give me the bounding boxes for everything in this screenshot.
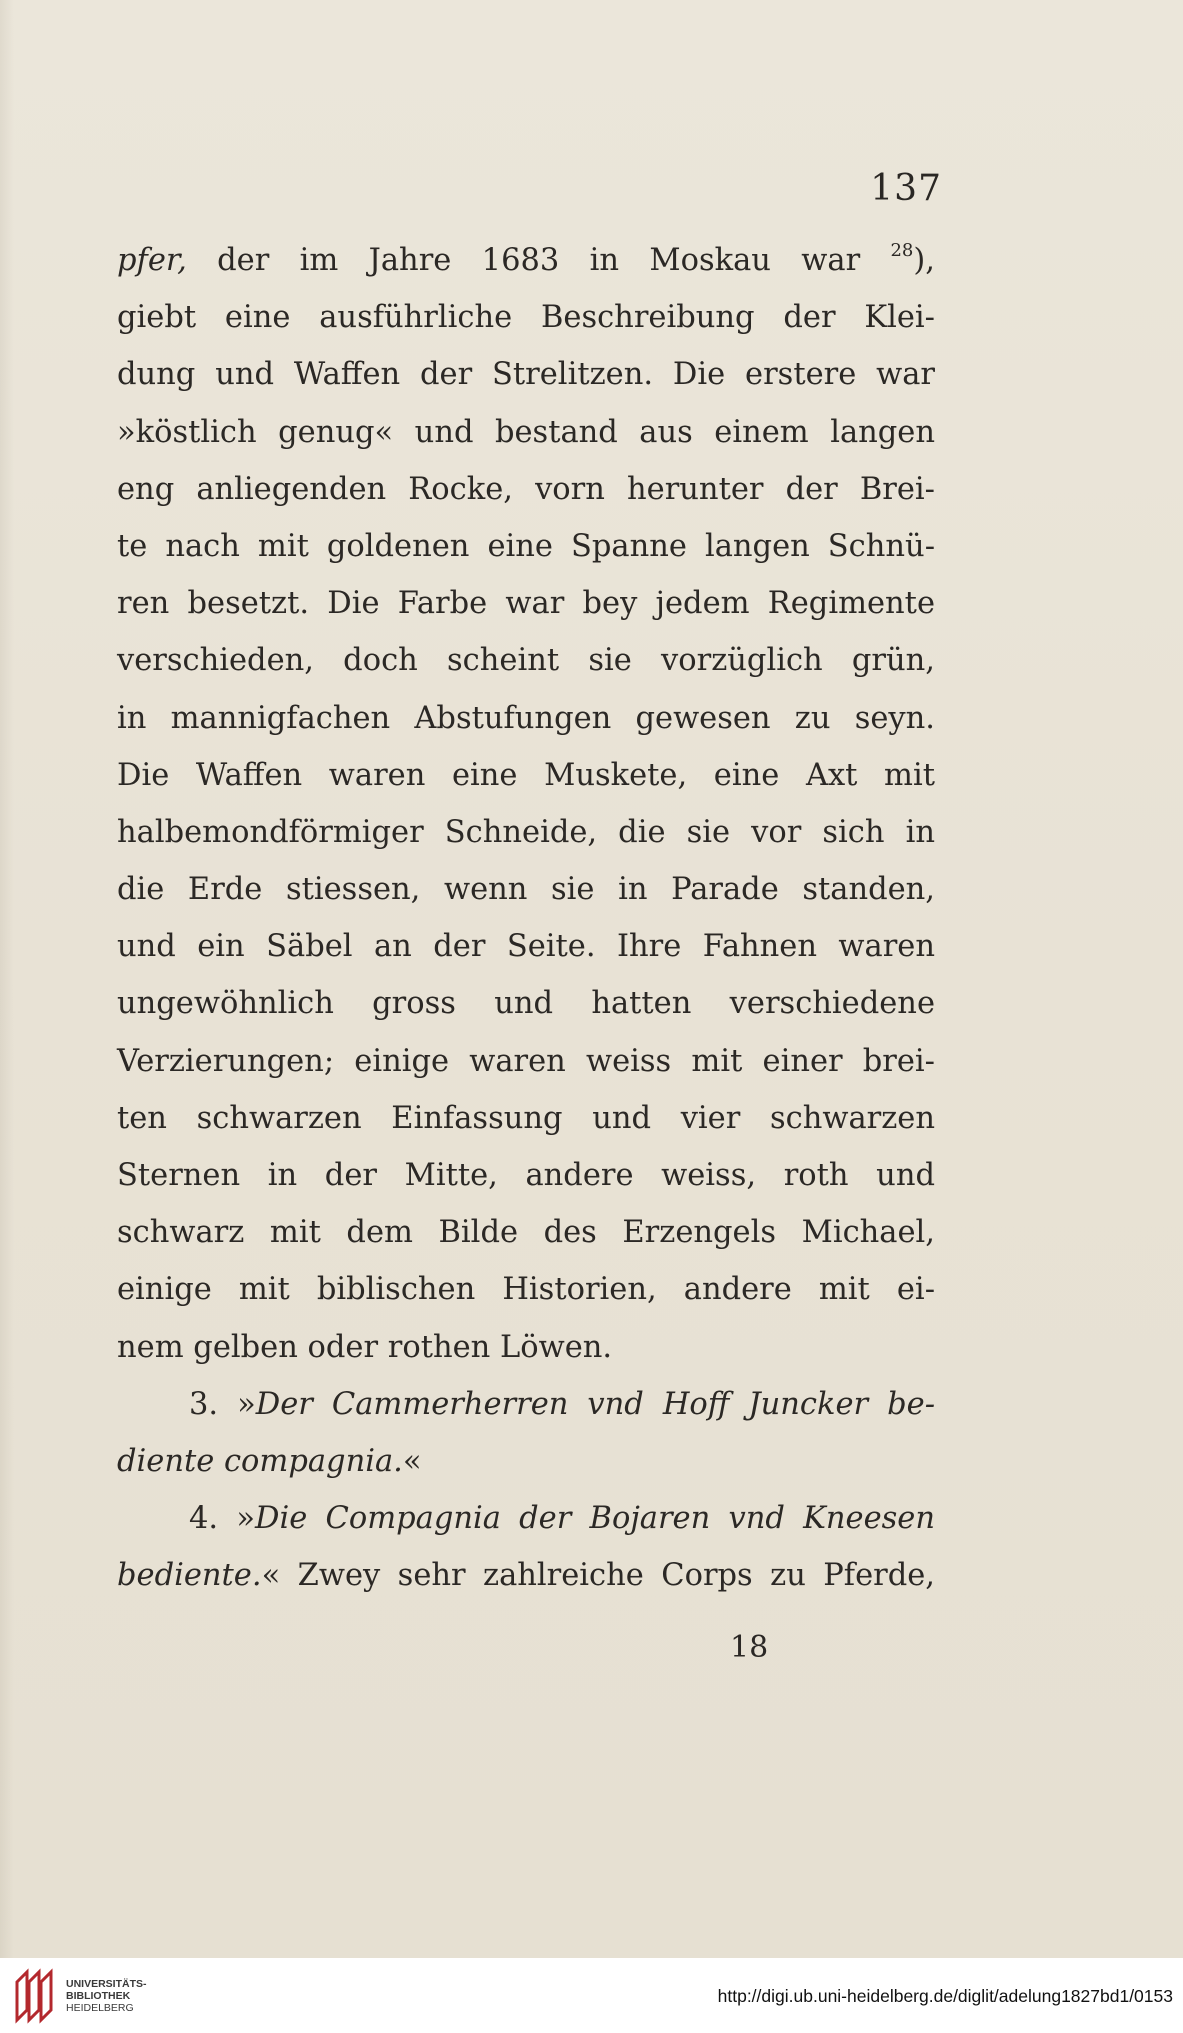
- text-line: dung und Waffen der Strelitzen. Die erstere war: [117, 357, 935, 393]
- text-line: ten schwarzen Einfassung und vier schwarzen: [117, 1100, 935, 1136]
- text-fragment: Die Compagnia der Bojaren vnd Kneesen: [255, 1501, 935, 1537]
- signature-mark: 18: [730, 1630, 769, 1665]
- text-line: [117, 1433, 935, 1490]
- text-fragment: pfer,: [117, 243, 187, 278]
- text-fragment: 4. »: [189, 1501, 255, 1537]
- text-line: einige mit biblischen Historien, andere mit ei-: [117, 1272, 935, 1308]
- text-fragment: ),: [913, 243, 935, 278]
- text-line: ungewöhnlich gross und hatten verschiedene: [117, 986, 935, 1022]
- text-line: in mannigfachen Abstufungen gewesen zu seyn.: [117, 700, 935, 736]
- text-line: [117, 1490, 935, 1547]
- library-logo-text: [66, 1978, 147, 2014]
- text-line: »köstlich genug« und bestand aus einem langen: [117, 414, 935, 450]
- logo-line: BIBLIOTHEK: [66, 1990, 131, 2002]
- text-line: Verzierungen; einige waren weiss mit einer brei-: [117, 1043, 935, 1079]
- text-line: schwarz mit dem Bilde des Erzengels Michael,: [117, 1215, 935, 1251]
- text-line: giebt eine ausführliche Beschreibung der Klei-: [117, 300, 935, 336]
- text-fragment: diente compagnia.: [117, 1443, 403, 1479]
- page-edge-shadow: [0, 0, 14, 1958]
- text-line: eng anliegenden Rocke, vorn herunter der Brei-: [117, 471, 935, 507]
- text-fragment: der im Jahre 1683 in Moskau war: [186, 243, 891, 278]
- text-fragment: Der Cammerherren vnd Hoff Juncker be-: [255, 1386, 935, 1422]
- text-line: [117, 1547, 935, 1604]
- text-line: te nach mit goldenen eine Spanne langen Schnü-: [117, 528, 935, 564]
- footnote-ref: 28: [890, 240, 914, 261]
- text-line: halbemondförmiger Schneide, die sie vor sich in: [117, 814, 935, 850]
- text-fragment: bediente.: [117, 1558, 262, 1594]
- text-fragment: 3. »: [189, 1386, 256, 1422]
- page-number: 137: [870, 168, 942, 209]
- text-line: Sternen in der Mitte, andere weiss, roth und: [117, 1158, 935, 1193]
- text-line: verschieden, doch scheint sie vorzüglich grün,: [117, 643, 935, 679]
- text-line: und ein Säbel an der Seite. Ihre Fahnen waren: [117, 929, 935, 965]
- logo-line: UNIVERSITÄTS-: [66, 1978, 147, 1990]
- text-line: [117, 232, 935, 289]
- text-line: ren besetzt. Die Farbe war bey jedem Regimente: [117, 586, 935, 622]
- library-logo-icon: [13, 1968, 59, 2024]
- body-text: [117, 232, 935, 1605]
- text-fragment: « Zwey sehr zahlreiche Corps zu Pferde,: [261, 1558, 935, 1594]
- text-line: [117, 1376, 935, 1433]
- text-line: Die Waffen waren eine Muskete, eine Axt mit: [117, 757, 935, 793]
- text-line: die Erde stiessen, wenn sie in Parade standen,: [117, 872, 935, 908]
- text-line: nem gelben oder rothen Löwen.: [117, 1329, 613, 1365]
- text-fragment: «: [402, 1443, 422, 1479]
- source-url-link[interactable]: http://digi.ub.uni-heidelberg.de/diglit/adelung1827bd1/0153: [717, 1986, 1173, 2006]
- logo-line: HEIDELBERG: [66, 2002, 134, 2014]
